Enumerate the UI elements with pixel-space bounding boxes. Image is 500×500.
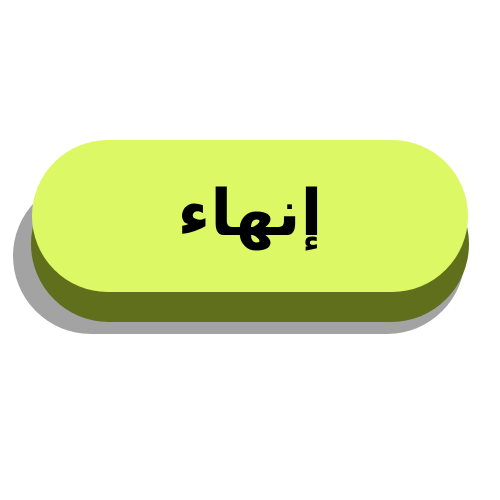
finish-button[interactable] <box>32 140 468 292</box>
finish-button-label: إنهاء <box>177 177 323 251</box>
